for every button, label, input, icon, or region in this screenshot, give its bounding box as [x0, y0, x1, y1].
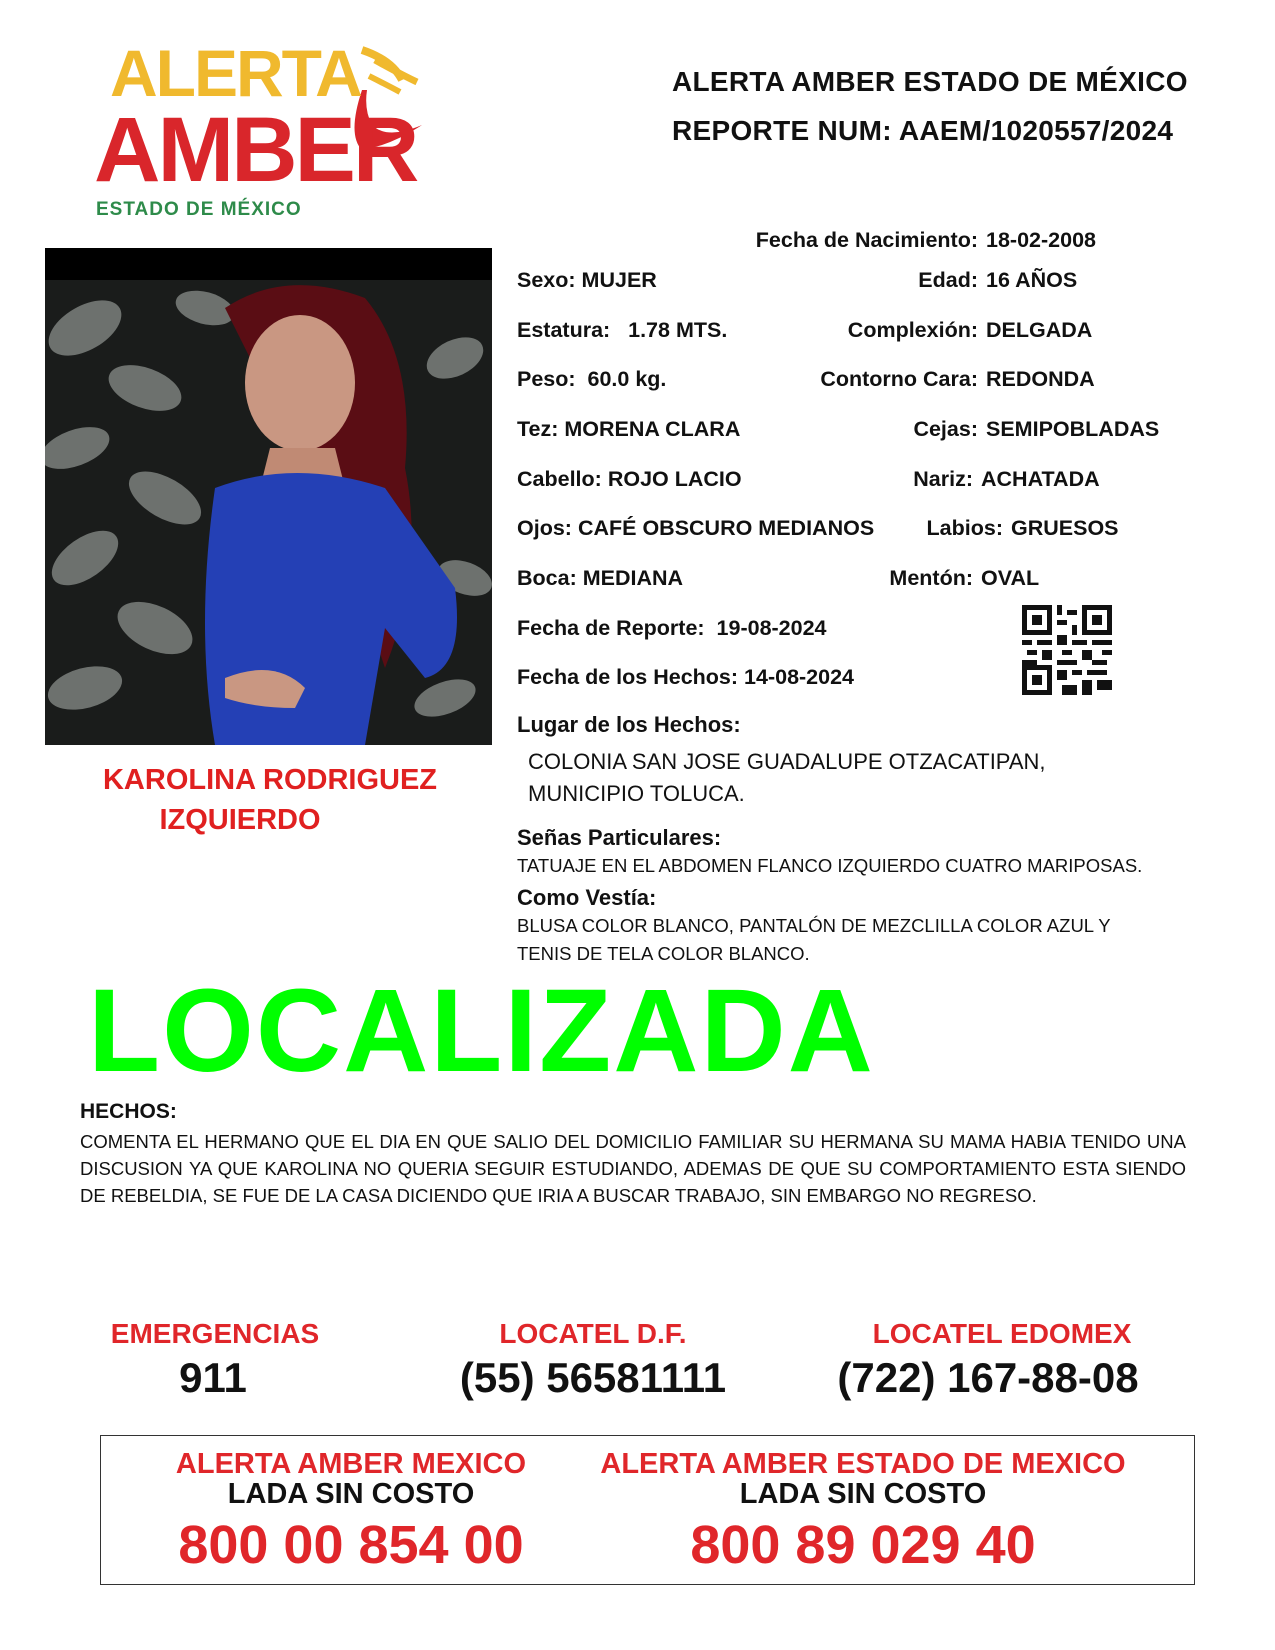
phone-number-locatel-edomex: (722) 167-88-08	[837, 1354, 1139, 1401]
value-fecha-hechos: 14-08-2024	[744, 665, 855, 689]
lugar-label: Lugar de los Hechos:	[517, 712, 741, 737]
value-nacimiento: 18-02-2008	[986, 228, 1096, 252]
value-estatura: 1.78 MTS.	[628, 318, 728, 342]
label-nacimiento: Fecha de Nacimiento:	[755, 228, 978, 252]
label-menton: Mentón:	[889, 566, 973, 590]
value-cejas: SEMIPOBLADAS	[986, 417, 1160, 441]
value-sexo: MUJER	[581, 268, 657, 292]
logo-alerta: ALERTA	[110, 36, 361, 110]
label-contorno: Contorno Cara:	[820, 367, 978, 391]
tollfree-label-mexico: ALERTA AMBER MEXICO	[175, 1448, 527, 1480]
senas-label: Señas Particulares:	[517, 825, 722, 850]
label-sexo: Sexo:	[517, 268, 576, 292]
value-boca: MEDIANA	[582, 566, 684, 590]
value-labios: GRUESOS	[1011, 516, 1119, 540]
phone-number-locatel-df: (55) 56581111	[459, 1354, 727, 1401]
vestia-label: Como Vestía:	[517, 885, 657, 910]
label-ojos: Ojos:	[517, 516, 572, 540]
value-contorno: REDONDA	[986, 367, 1095, 391]
senas-text: TATUAJE EN EL ABDOMEN FLANCO IZQUIERDO CUATRO MARIPOSAS.	[517, 855, 1143, 876]
tollfree-label-edomex: ALERTA AMBER ESTADO DE MEXICO	[600, 1448, 1126, 1480]
label-estatura: Estatura:	[517, 318, 611, 342]
tollfree-number-mexico: 800 00 854 00	[178, 1515, 524, 1575]
label-tez: Tez:	[517, 417, 559, 441]
vestia-line1: BLUSA COLOR BLANCO, PANTALÓN DE MEZCLILLA COLOR AZUL Y	[517, 915, 1111, 936]
qr-code-icon	[1022, 605, 1112, 695]
localizada-stamp: LOCALIZADA	[88, 965, 875, 1097]
label-fecha-hechos: Fecha de los Hechos:	[517, 665, 739, 689]
person-photo	[45, 248, 492, 745]
tollfree-number-edomex: 800 89 029 40	[690, 1515, 1036, 1575]
toll-free-box	[100, 1435, 1195, 1585]
report-number: REPORTE NUM: AAEM/1020557/2024	[672, 115, 1174, 146]
label-complexion: Complexión:	[847, 318, 978, 342]
phone-label-locatel-edomex: LOCATEL EDOMEX	[872, 1318, 1132, 1349]
hechos-label: HECHOS:	[80, 1100, 177, 1123]
alerta-amber-logo	[92, 36, 432, 225]
header-title: ALERTA AMBER ESTADO DE MÉXICO	[672, 66, 1188, 97]
value-tez: MORENA CLARA	[564, 417, 741, 441]
label-edad: Edad:	[918, 268, 978, 292]
lugar-line2: MUNICIPIO TOLUCA.	[528, 781, 745, 806]
label-peso: Peso:	[517, 367, 576, 391]
phone-label-locatel-df: LOCATEL D.F.	[499, 1318, 687, 1349]
tollfree-sub-mexico: LADA SIN COSTO	[227, 1478, 475, 1510]
phone-label-emergencias: EMERGENCIAS	[110, 1318, 320, 1349]
label-cejas: Cejas:	[913, 417, 978, 441]
logo-amber: AMBER	[94, 99, 417, 201]
person-name-line1: KAROLINA RODRIGUEZ	[102, 764, 438, 796]
person-name-line2: IZQUIERDO	[159, 804, 321, 836]
tollfree-sub-edomex: LADA SIN COSTO	[739, 1478, 987, 1510]
value-ojos: CAFÉ OBSCURO MEDIANOS	[577, 516, 875, 540]
value-edad: 16 AÑOS	[986, 268, 1078, 292]
hechos-text: COMENTA EL HERMANO QUE EL DIA EN QUE SALIO DEL DOMICILIO FAMILIAR SU HERMANA SU MAMA HABIA TENIDO UNA DISCUSION YA QUE KAROLINA NO QUERIA SEGUIR ESTUDIANDO, ADEMAS DE QUE SU COMPORTAMIENTO ESTA SIENDO DE REBELDIA, SE FUE DE LA CASA DICIENDO QUE IRIA A BUSCAR TRABAJO, SIN EMBARGO NO REGRESO.	[80, 1131, 1186, 1206]
label-fecha-reporte: Fecha de Reporte:	[517, 616, 705, 640]
value-peso: 60.0 kg.	[587, 367, 667, 391]
label-nariz: Nariz:	[913, 467, 973, 491]
lugar-line1: COLONIA SAN JOSE GUADALUPE OTZACATIPAN,	[528, 749, 1046, 774]
label-boca: Boca:	[517, 566, 577, 590]
value-fecha-reporte: 19-08-2024	[716, 616, 827, 640]
label-labios: Labios:	[926, 516, 1003, 540]
value-nariz: ACHATADA	[981, 467, 1100, 491]
value-menton: OVAL	[981, 566, 1040, 590]
phone-number-emergencias: 911	[179, 1354, 247, 1401]
value-cabello: ROJO LACIO	[607, 467, 742, 491]
vestia-line2: TENIS DE TELA COLOR BLANCO.	[517, 943, 810, 964]
logo-estado: ESTADO DE MÉXICO	[96, 199, 302, 220]
value-complexion: DELGADA	[986, 318, 1093, 342]
label-cabello: Cabello:	[517, 467, 602, 491]
